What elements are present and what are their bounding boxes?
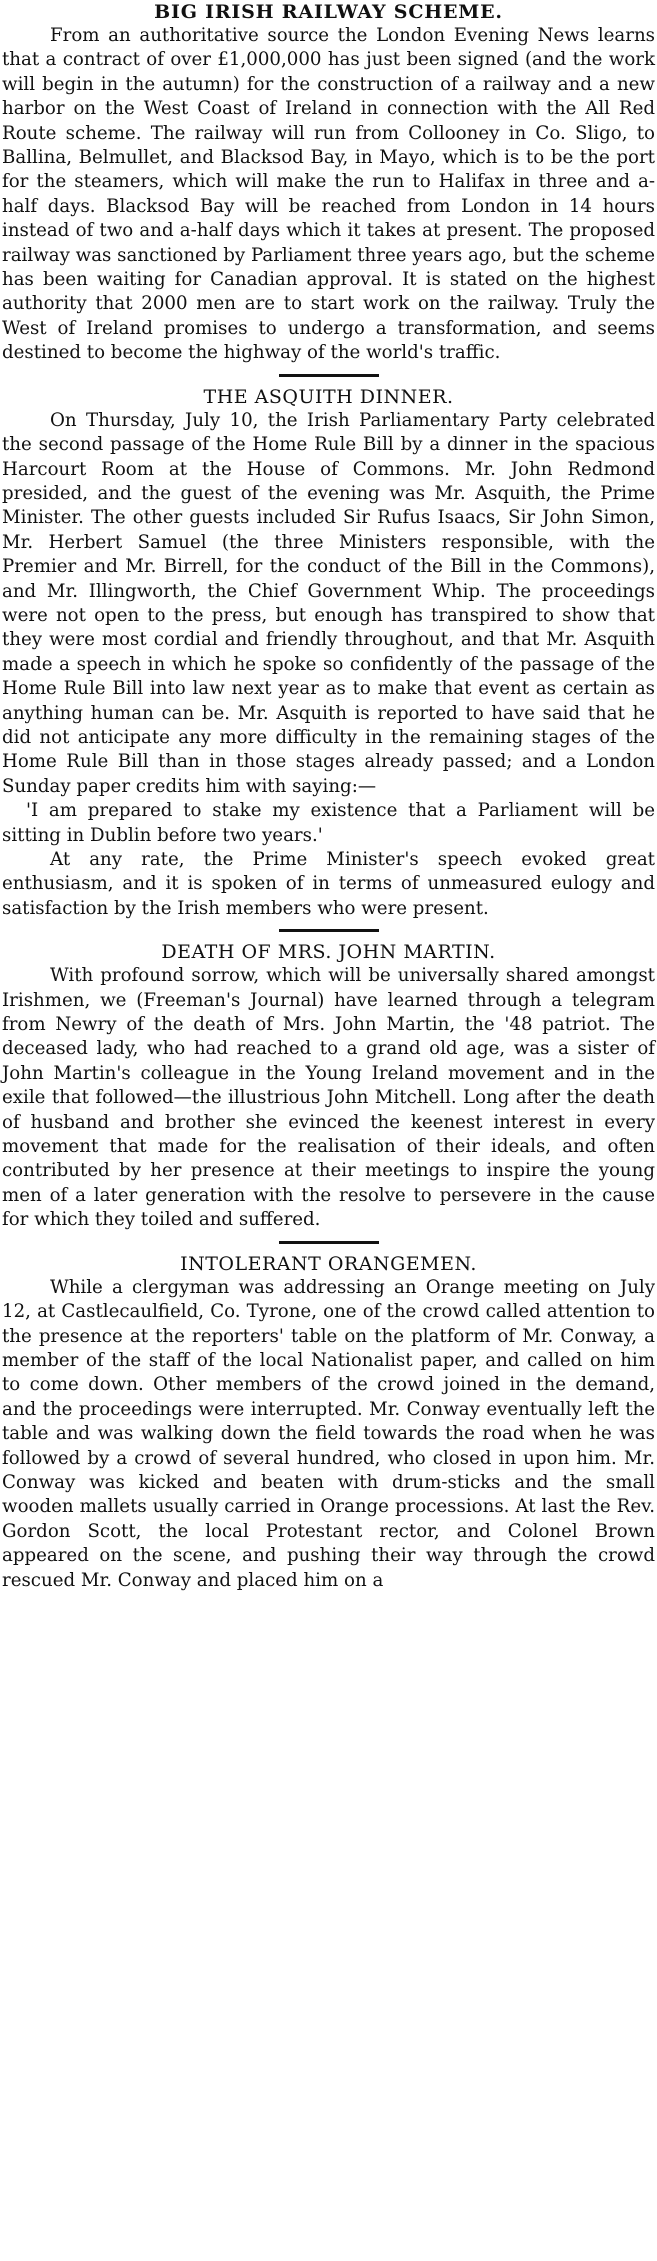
headline-intolerant-orangemen: INTOLERANT ORANGEMEN.: [180, 1252, 477, 1275]
article-asquith-dinner: [2, 385, 655, 922]
article-paragraph: With profound sorrow, which will be universally shared amongst Irishmen, we (Freeman's Journal) have learned through a telegram from Newry of the death of Mrs. John Martin, the '48 patriot. The deceased lady, who had reached to a grand old age, was a sister of John Martin's colleague in the Young Ireland movement and in the exile that followed—the illustrious John Mitchell. Long after the death of husband and brother she evinced the keenest interest in every movement that made for the realisation of their ideals, and often contributed by her presence at their meetings to inspire the young men of a later generation with the resolve to persevere in the cause for which they toiled and suffered.: [2, 965, 655, 1231]
article-closing-paragraph: At any rate, the Prime Minister's speech evoked great enthusiasm, and it is spoken of in terms of unmeasured eulogy and satisfaction by the Irish members who were present.: [2, 849, 655, 919]
section-divider: [279, 374, 379, 377]
article-quote: 'I am prepared to stake my existence that a Parliament will be sitting in Dublin before two years.': [2, 800, 655, 846]
section-divider: [279, 929, 379, 932]
article-paragraph: On Thursday, July 10, the Irish Parliamentary Party celebrated the second passage of the Home Rule Bill by a dinner in the spacious Harcourt Room at the House of Commons. Mr. John Redmond presided, and the guest of the evening was Mr. Asquith, the Prime Minister. The other guests included Sir Rufus Isaacs, Sir John Simon, Mr. Herbert Samuel (the three Ministers responsible, with the Premier and Mr. Birrell, for the conduct of the Bill in the Commons), and Mr. Illingworth, the Chief Government Whip. The proceedings were not open to the press, but enough has transpired to show that they were most cordial and friendly throughout, and that Mr. Asquith made a speech in which he spoke so confidently of the passage of the Home Rule Bill into law next year as to make that event as certain as anything human can be. Mr. Asquith is reported to have said that he did not anticipate any more difficulty in the remaining stages of the Home Rule Bill than in those stages already passed; and a London Sunday paper credits him with saying:—: [2, 409, 655, 797]
section-divider: [279, 1241, 379, 1244]
article-paragraph: From an authoritative source the London Evening News learns that a contract of over £1,000,000 has just been signed (and the work will begin in the autumn) for the construction of a railway and a new harbor on the West Coast of Ireland in connection with the All Red Route scheme. The railway will run from Collooney in Co. Sligo, to Ballina, Belmullet, and Blacksod Bay, in Mayo, which is to be the port for the steamers, which will make the run to Halifax in three and a-half days. Blacksod Bay will be reached from London in 14 hours instead of two and a-half days which it takes at present. The proposed railway was sanctioned by Parliament three years ago, but the scheme has been waiting for Canadian approval. It is stated on the highest authority that 2000 men are to start work on the railway. Truly the West of Ireland promises to undergo a transformation, and seems destined to become the highway of the world's traffic.: [2, 25, 655, 364]
headline-railway-scheme: BIG IRISH RAILWAY SCHEME.: [154, 1, 503, 23]
headline-death-mrs-martin: DEATH OF MRS. JOHN MARTIN.: [161, 941, 496, 964]
article-paragraph: While a clergyman was addressing an Orange meeting on July 12, at Castlecaulfield, Co. Tyrone, one of the crowd called attention to the presence at the reporters' table on the platform of Mr. Conway, a member of the staff of the local Nationalist paper, and called on him to come down. Other members of the crowd joined in the demand, and the proceedings were interrupted. Mr. Conway eventually left the table and was walking down the field towards the road when he was followed by a crowd of several hundred, who closed in upon him. Mr. Conway was kicked and beaten with drum-sticks and the small wooden mallets usually carried in Orange processions. At last the Rev. Gordon Scott, the local Protestant rector, and Colonel Brown appeared on the scene, and pushing their way through the crowd rescued Mr. Conway and placed him on a: [2, 1276, 655, 1591]
article-railway-scheme: [2, 0, 655, 366]
article-intolerant-orangemen: [2, 1252, 655, 1593]
headline-asquith-dinner: THE ASQUITH DINNER.: [203, 385, 454, 408]
article-death-mrs-martin: [2, 940, 655, 1232]
